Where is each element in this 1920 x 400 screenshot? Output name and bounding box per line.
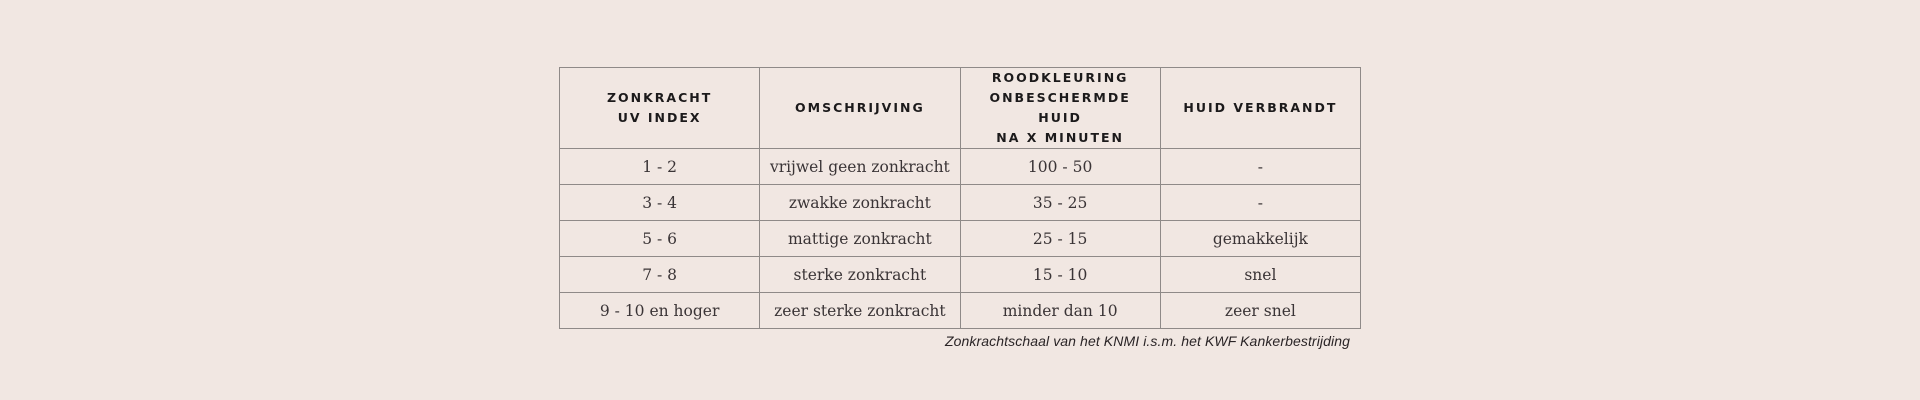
cell-uv-index: 1 - 2 [560,149,760,185]
cell-uv-index: 5 - 6 [560,221,760,257]
cell-roodkleuring: 15 - 10 [960,257,1160,293]
cell-roodkleuring: 25 - 15 [960,221,1160,257]
cell-huid-verbrandt: zeer snel [1160,293,1360,329]
cell-huid-verbrandt: - [1160,149,1360,185]
cell-omschrijving: vrijwel geen zonkracht [760,149,960,185]
cell-omschrijving: mattige zonkracht [760,221,960,257]
cell-huid-verbrandt: snel [1160,257,1360,293]
table-row [560,185,1361,221]
table-row [560,149,1361,185]
cell-omschrijving: sterke zonkracht [760,257,960,293]
cell-uv-index: 7 - 8 [560,257,760,293]
cell-omschrijving: zwakke zonkracht [760,185,960,221]
cell-uv-index: 9 - 10 en hoger [560,293,760,329]
cell-roodkleuring: 35 - 25 [960,185,1160,221]
table-row [560,257,1361,293]
table-row [560,293,1361,329]
cell-roodkleuring: 100 - 50 [960,149,1160,185]
table-row [560,221,1361,257]
column-header-omschrijving: OMSCHRIJVING [760,68,960,149]
column-header-huid-verbrandt: HUID VERBRANDT [1160,68,1360,149]
cell-huid-verbrandt: gemakkelijk [1160,221,1360,257]
uv-index-table [559,67,1361,329]
table-header-row [560,68,1361,149]
cell-roodkleuring: minder dan 10 [960,293,1160,329]
column-header-uv-index: ZONKRACHT UV INDEX [560,68,760,149]
column-header-roodkleuring: ROODKLEURING ONBESCHERMDE HUID NA X MINUTEN [960,68,1160,149]
cell-huid-verbrandt: - [1160,185,1360,221]
cell-uv-index: 3 - 4 [560,185,760,221]
source-caption: Zonkrachtschaal van het KNMI i.s.m. het KWF Kankerbestrijding [944,333,1350,349]
cell-omschrijving: zeer sterke zonkracht [760,293,960,329]
